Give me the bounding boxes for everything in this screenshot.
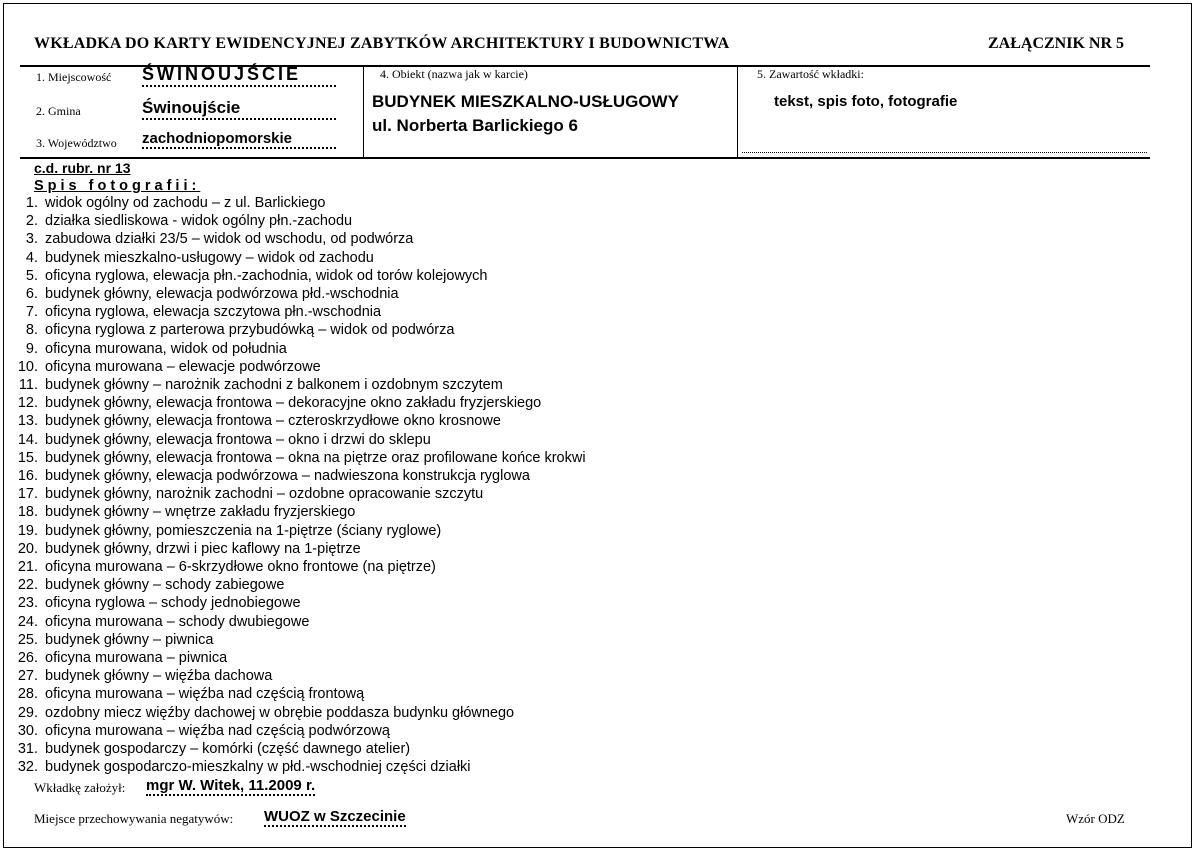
photo-description: oficyna ryglowa, elewacja płn.-zachodnia, widok od torów kolejowych — [45, 267, 488, 284]
photo-list-item — [10, 194, 326, 212]
header-divider-2 — [737, 65, 738, 157]
photo-description: budynek główny, elewacja frontowa – okno i drzwi do sklepu — [45, 431, 431, 448]
photo-list-item — [10, 358, 321, 376]
photo-list-item — [10, 267, 487, 285]
photo-description: oficyna murowana – piwnica — [45, 650, 228, 666]
photo-list-item — [10, 576, 284, 594]
photo-number: 17. — [17, 486, 38, 503]
photo-number: 15. — [17, 449, 38, 466]
photo-description: budynek główny – wnętrze zakładu fryzjerskiego — [45, 504, 356, 521]
photo-number: 10. — [17, 358, 38, 375]
photo-number: 19. — [17, 522, 38, 539]
photo-description: oficyna murowana – więźba nad częścią frontową — [45, 686, 365, 703]
photo-list-item — [10, 212, 352, 230]
annex-label: ZAŁĄCZNIK NR 5 — [988, 35, 1125, 52]
photo-list-item — [10, 449, 586, 467]
photo-number: 6. — [25, 286, 38, 302]
miejscowosc-label: 1. Miejscowość — [36, 70, 112, 84]
photo-description: oficyna murowana – więźba nad częścią podwórzową — [45, 722, 390, 739]
photo-description: budynek główny, elewacja frontowa – okna na piętrze oraz profilowane końce krokwi — [45, 449, 586, 466]
photo-list-item — [10, 613, 309, 631]
photo-list-item — [10, 431, 431, 449]
photo-list-item — [10, 467, 530, 485]
photo-description: oficyna murowana – elewacje podwórzowe — [45, 358, 321, 375]
header-bottom-rule — [20, 157, 1150, 159]
photo-description: oficyna murowana, widok od południa — [45, 340, 287, 357]
photo-description: budynek główny, elewacja podwórzowa płd.-wschodnia — [45, 286, 399, 302]
photo-number: 31. — [17, 741, 38, 757]
miejscowosc-value: ŚWINOUJŚCIE — [142, 64, 336, 87]
storage-label: Miejsce przechowywania negatywów: — [34, 811, 234, 826]
photo-number: 7. — [25, 304, 38, 321]
photo-description: oficyna ryglowa, elewacja szczytowa płn.-wschodnia — [45, 304, 382, 321]
photo-number: 21. — [17, 559, 38, 575]
photo-list-item — [10, 412, 501, 430]
document-title: WKŁADKA DO KARTY EWIDENCYJNEJ ZABYTKÓW ARCHITEKTURY I BUDOWNICTWA — [34, 35, 730, 52]
photo-number: 25. — [17, 631, 38, 648]
photo-number: 13. — [17, 413, 38, 430]
header-divider-1 — [363, 65, 364, 157]
zawartosc-value: tekst, spis foto, fotografie — [774, 93, 958, 110]
photo-list-item — [10, 558, 436, 576]
photo-description: oficyna murowana – 6-skrzydłowe okno frontowe (na piętrze) — [45, 559, 436, 575]
photo-number: 24. — [17, 613, 38, 630]
rubric-label: c.d. rubr. nr 13 — [34, 160, 131, 176]
photo-number: 4. — [25, 249, 38, 266]
photo-number: 32. — [17, 759, 38, 776]
author-label: Wkładkę założył: — [34, 780, 126, 795]
photo-number: 3. — [25, 231, 38, 248]
photo-number: 12. — [17, 395, 38, 412]
photo-description: budynek mieszkalno-usługowy – widok od zachodu — [45, 249, 374, 266]
photo-description: budynek główny – więźba dachowa — [45, 668, 273, 685]
photo-list-item — [10, 685, 364, 703]
photo-list-item — [10, 503, 355, 521]
photo-description: budynek główny, pomieszczenia na 1-piętrze (ściany ryglowe) — [45, 522, 442, 539]
photo-list-item — [10, 376, 503, 394]
photo-number: 23. — [17, 595, 38, 612]
photo-list-item — [10, 667, 272, 685]
photo-description: działka siedliskowa - widok ogólny płn.-zachodu — [45, 213, 353, 230]
photo-description: budynek główny, narożnik zachodni – ozdobne opracowanie szczytu — [45, 486, 484, 503]
photo-description: budynek główny – piwnica — [45, 631, 214, 648]
photo-list-item — [10, 594, 301, 612]
obiekt-label: 4. Obiekt (nazwa jak w karcie) — [380, 67, 528, 81]
photo-list-item — [10, 649, 227, 667]
photo-list-item — [10, 303, 381, 321]
photo-list-item — [10, 758, 471, 776]
gmina-value: Świnoujście — [142, 98, 336, 120]
photo-list-item — [10, 704, 514, 722]
wojewodztwo-label: 3. Województwo — [36, 136, 117, 150]
photo-list-item — [10, 485, 483, 503]
photo-number: 8. — [25, 322, 38, 339]
photo-list-item — [10, 740, 410, 758]
photo-list-item — [10, 394, 541, 412]
photo-number: 18. — [17, 504, 38, 521]
photo-list-item — [10, 722, 390, 740]
photo-number: 1. — [25, 195, 38, 211]
photo-number: 30. — [17, 722, 38, 739]
photo-description: ozdobny miecz więźby dachowej w obrębie poddasza budynku głównego — [45, 704, 515, 721]
author-value: mgr W. Witek, 11.2009 r. — [146, 777, 316, 794]
photo-list-item — [10, 249, 374, 267]
photo-description: budynek główny, drzwi i piec kaflowy na 1-piętrze — [45, 540, 361, 557]
zawartosc-label: 5. Zawartość wkładki: — [757, 67, 864, 81]
photo-number: 22. — [17, 577, 38, 594]
obiekt-line2: ul. Norberta Barlickiego 6 — [372, 116, 578, 135]
photo-description: oficyna ryglowa z parterowa przybudówką – widok od podwórza — [45, 322, 455, 339]
photo-list-item — [10, 340, 287, 358]
photo-description: budynek główny, elewacja podwórzowa – nadwieszona konstrukcja ryglowa — [45, 468, 530, 484]
photo-list-item — [10, 321, 454, 339]
photo-description: budynek gospodarczy – komórki (część dawnego atelier) — [45, 741, 411, 757]
wojewodztwo-value: zachodniopomorskie — [142, 130, 336, 149]
obiekt-line1: BUDYNEK MIESZKALNO-USŁUGOWY — [372, 92, 679, 111]
photo-number: 2. — [25, 213, 38, 230]
photo-description: widok ogólny od zachodu – z ul. Barlickiego — [45, 195, 326, 211]
photo-list-heading: Spis fotografii: — [34, 178, 201, 194]
photo-number: 16. — [17, 468, 38, 484]
photo-description: budynek główny, elewacja frontowa – czteroskrzydłowe okno krosnowe — [45, 413, 501, 430]
zawartosc-dotted-line — [742, 152, 1147, 153]
photo-number: 11. — [18, 377, 38, 393]
photo-description: zabudowa działki 23/5 – widok od wschodu, od podwórza — [45, 231, 414, 248]
photo-number: 20. — [17, 540, 38, 557]
photo-number: 27. — [17, 668, 38, 685]
photo-number: 9. — [25, 340, 38, 357]
photo-description: budynek główny – narożnik zachodni z balkonem i ozdobnym szczytem — [45, 377, 503, 393]
photo-number: 29. — [17, 704, 38, 721]
photo-description: budynek główny – schody zabiegowe — [45, 577, 285, 594]
template-label: Wzór ODZ — [1066, 811, 1125, 826]
photo-list-item — [10, 631, 213, 649]
storage-value: WUOZ w Szczecinie — [264, 808, 406, 825]
photo-number: 28. — [17, 686, 38, 703]
gmina-label: 2. Gmina — [36, 104, 81, 118]
photo-description: budynek gospodarczo-mieszkalny w płd.-wschodniej części działki — [45, 759, 471, 776]
photo-description: budynek główny, elewacja frontowa – dekoracyjne okno zakładu fryzjerskiego — [45, 395, 542, 412]
photo-number: 14. — [17, 431, 38, 448]
photo-list-item — [10, 540, 361, 558]
photo-list-item — [10, 522, 441, 540]
photo-list-item — [10, 230, 413, 248]
photo-description: oficyna ryglowa – schody jednobiegowe — [45, 595, 301, 612]
photo-list-item — [10, 285, 399, 303]
photo-number: 5. — [25, 267, 38, 284]
photo-description: oficyna murowana – schody dwubiegowe — [45, 613, 310, 630]
photo-number: 26. — [17, 650, 38, 666]
